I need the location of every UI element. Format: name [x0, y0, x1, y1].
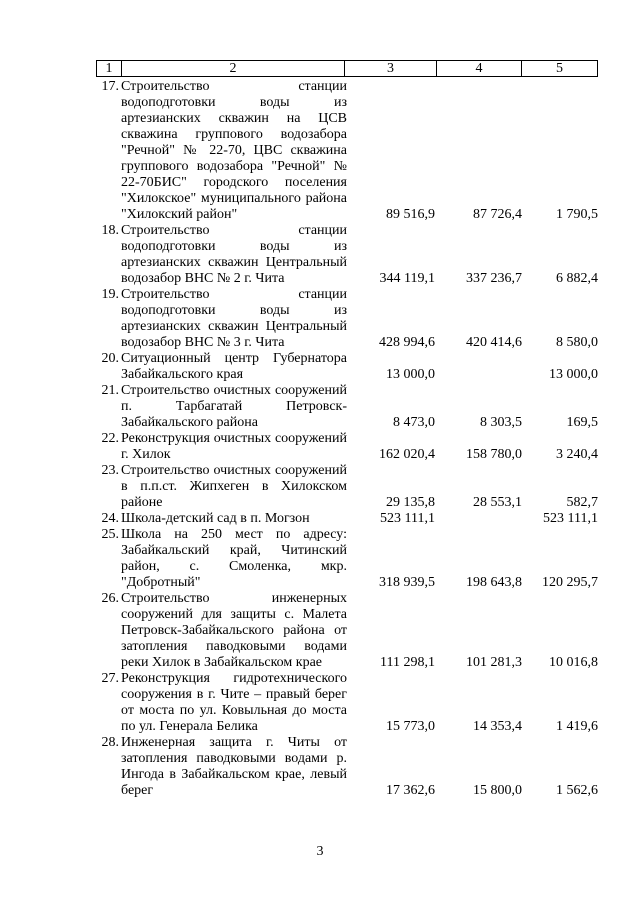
table-row — [96, 223, 598, 287]
row-number: 28. — [101, 735, 119, 750]
row-name: Инженерная защита г. Читы от затопления паводковыми водами р. Ингода в Забайкальском крае, левый берег — [121, 735, 347, 798]
row-name: Строительство очистных сооружений в п.п.ст. Жипхеген в Хилокском районе — [121, 463, 347, 510]
row-name: Строительство станции водоподготовки воды из артезианских скважин Центральный водозабор ВНС № 3 г. Чита — [121, 287, 347, 350]
header-col-4: 4 — [437, 61, 522, 76]
row-name: Реконструкция очистных сооружений г. Хилок — [121, 431, 347, 462]
table-header — [96, 60, 598, 77]
row-regional: 1 419,6 — [556, 719, 598, 734]
row-federal: 158 780,0 — [466, 447, 522, 462]
row-total: 523 111,1 — [380, 511, 435, 526]
row-total: 318 939,5 — [379, 575, 435, 590]
table-row — [96, 735, 598, 799]
header-col-2: 2 — [122, 61, 345, 76]
header-col-1: 1 — [97, 61, 122, 76]
row-federal: 87 726,4 — [473, 207, 522, 222]
row-total: 8 473,0 — [393, 415, 435, 430]
row-total: 428 994,6 — [379, 335, 435, 350]
row-regional: 6 882,4 — [556, 271, 598, 286]
table-row — [96, 511, 598, 527]
header-col-3: 3 — [345, 61, 437, 76]
row-federal: 28 553,1 — [473, 495, 522, 510]
row-name: Строительство станции водоподготовки воды из артезианских скважин на ЦСВ скважина группового водозабора "Речной" № 22-70, ЦВС скважина группового водозабора "Речной" № 22-70БИС" городского поселения "Хилокское" муниципального района "Хилокский район" — [121, 79, 347, 222]
row-name: Строительство станции водоподготовки воды из артезианских скважин Центральный водозабор ВНС № 2 г. Чита — [121, 223, 347, 286]
table-body — [96, 79, 598, 799]
table-row — [96, 671, 598, 735]
table-row — [96, 79, 598, 223]
row-name: Строительство очистных сооружений п. Тарбагатай Петровск-Забайкальского района — [121, 383, 347, 430]
row-number: 27. — [101, 671, 119, 686]
row-total: 29 135,8 — [386, 495, 435, 510]
row-federal: 8 303,5 — [480, 415, 522, 430]
row-federal: 337 236,7 — [466, 271, 522, 286]
row-name: Реконструкция гидротехнического сооружения в г. Чите – правый берег от моста по ул. Ковыльная до моста по ул. Генерала Белика — [121, 671, 347, 734]
row-number: 17. — [101, 79, 119, 94]
row-total: 13 000,0 — [386, 367, 435, 382]
row-regional: 582,7 — [566, 495, 598, 510]
row-total: 162 020,4 — [379, 447, 435, 462]
table-row — [96, 591, 598, 671]
row-federal: 198 643,8 — [466, 575, 522, 590]
row-total: 17 362,6 — [386, 783, 435, 798]
row-regional: 1 562,6 — [556, 783, 598, 798]
page-number: 3 — [316, 844, 324, 859]
table-row — [96, 527, 598, 591]
row-regional: 1 790,5 — [556, 207, 598, 222]
row-number: 24. — [101, 511, 119, 526]
header-col-5: 5 — [556, 60, 563, 76]
row-number: 22. — [101, 431, 119, 446]
row-number: 18. — [101, 223, 119, 238]
table-row — [96, 431, 598, 463]
row-number: 21. — [101, 383, 119, 398]
row-regional: 8 580,0 — [556, 335, 598, 350]
row-regional: 523 111,1 — [543, 511, 598, 526]
row-number: 25. — [101, 527, 119, 542]
row-name: Школа-детский сад в п. Могзон — [121, 511, 310, 526]
row-total: 15 773,0 — [386, 719, 435, 734]
row-name: Ситуационный центр Губернатора Забайкальского края — [121, 351, 347, 382]
row-name: Школа на 250 мест по адресу: Забайкальский край, Читинский район, с. Смоленка, мкр. "Добротный" — [121, 527, 347, 590]
table-row — [96, 287, 598, 351]
row-regional: 169,5 — [566, 415, 598, 430]
row-number: 26. — [101, 591, 119, 606]
row-number: 19. — [101, 287, 119, 302]
table-row — [96, 383, 598, 431]
row-regional: 3 240,4 — [556, 447, 598, 462]
row-total: 89 516,9 — [386, 207, 435, 222]
row-regional: 120 295,7 — [542, 575, 598, 590]
row-federal: 420 414,6 — [466, 335, 522, 350]
row-federal: 15 800,0 — [473, 783, 522, 798]
row-federal: 101 281,3 — [466, 655, 522, 670]
row-regional: 13 000,0 — [549, 367, 598, 382]
table-row — [96, 463, 598, 511]
row-regional: 10 016,8 — [549, 655, 598, 670]
row-number: 23. — [101, 463, 119, 478]
row-number: 20. — [101, 351, 119, 366]
table-row — [96, 351, 598, 383]
row-total: 344 119,1 — [379, 271, 435, 286]
row-name: Строительство инженерных сооружений для защиты с. Малета Петровск-Забайкальского района от затопления паводковыми водами реки Хилок в Забайкальском крае — [121, 591, 347, 670]
row-total: 111 298,1 — [380, 655, 435, 670]
row-federal: 14 353,4 — [473, 719, 522, 734]
